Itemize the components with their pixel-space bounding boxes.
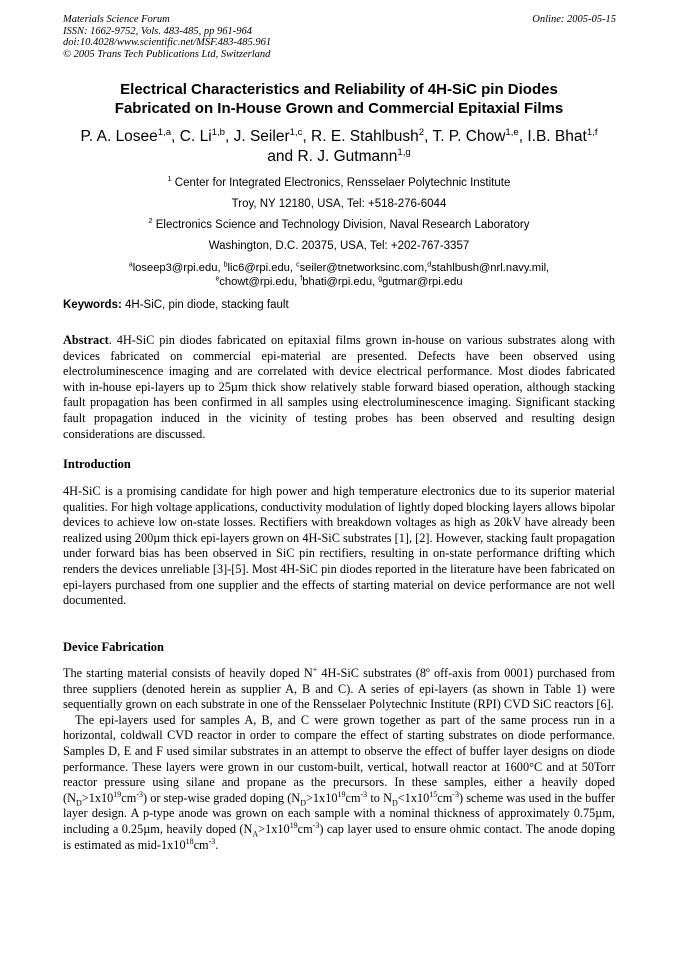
email-mark: b (223, 261, 228, 269)
text-run: cm (297, 821, 313, 836)
author-affil-mark: 1,b (211, 126, 225, 138)
online-date-text: Online: 2005-05-15 (532, 14, 616, 25)
text-run: cm (193, 837, 209, 852)
email-link[interactable]: gutmar@rpi.edu (382, 275, 463, 288)
author-affil-mark: 1,e (505, 126, 519, 138)
author-affil-mark: 1,a (157, 126, 172, 138)
text-run: 4H-SiC substrates (8º off-axis from 0001) purchased from three suppliers (denoted herein as supplier A, B and C). A series of epi-layers (as shown in Table 1) were sequentially grown on each substrate in one of the Rensselaer Polytechnic Institute (RPI) CVD SiC reactors [6]. (63, 666, 616, 712)
abstract (63, 333, 615, 442)
title-line-2: Fabricated on In-House Grown and Commercial Epitaxial Films (114, 100, 564, 117)
email-link[interactable]: stahlbush@nrl.navy.mil, (431, 262, 550, 274)
affil-name: Electronics Science and Technology Division, Naval Research Laboratory (155, 219, 530, 231)
fabrication-heading: Device Fabrication (63, 640, 165, 654)
paper-title (40, 80, 638, 118)
text-run: The epi-layers used for samples A, B, and C were grown together as part of the same process run in a horizontal, coldwall CVD reactor in order to compare the effect of starting substrates on diode performance. Samples D, E and F used similar substrates in an attempt to observe the effect of buffer layer designs on diode performance. These layers were grown in our custom-built, vertical, hotwall reactor at 1600°C and at 50Torr reactor pressure using silane and propane as the precursors. In these samples, either a heavily doped (N (63, 712, 615, 805)
author-name: I.B. Bhat (527, 128, 587, 145)
author-list (30, 127, 648, 166)
email-list (40, 262, 638, 289)
email-mark: g (378, 274, 383, 282)
superscript: -3 (360, 789, 368, 799)
superscript: 18 (185, 836, 194, 846)
email-link[interactable]: chowt@rpi.edu, (219, 275, 298, 288)
email-mark: c (296, 261, 300, 269)
text-run: >1x10 (81, 790, 114, 805)
abstract-label: Abstract (63, 333, 109, 347)
subscript: D (391, 798, 398, 808)
superscript: + (312, 664, 318, 674)
subscript: A (252, 829, 259, 839)
subscript: D (75, 798, 82, 808)
email-link[interactable]: bhati@rpi.edu, (302, 275, 376, 288)
author-name: R. J. Gutmann (297, 147, 398, 165)
text-run: ) scheme was used in the buffer layer design. A p-type anode was grown on each sample with a nominal thickness of approximately 0.75µm, including a 0.25µm, heavily doped (N (63, 790, 615, 836)
author-name: T. P. Chow (432, 128, 506, 145)
text-run: cm (345, 790, 361, 805)
superscript: 19 (289, 820, 298, 830)
superscript: 15 (429, 789, 438, 799)
subscript: D (300, 798, 306, 808)
affil-address: Troy, NY 12180, USA, Tel: +518-276-6044 (231, 198, 447, 210)
online-date (532, 14, 616, 26)
affil-number: 2 (148, 217, 153, 226)
email-link[interactable]: seiler@tnetworksinc.com, (299, 262, 428, 274)
copyright-line: © 2005 Trans Tech Publications Ltd, Switzerland (63, 48, 271, 60)
email-mark: e (215, 274, 220, 282)
issn-line: ISSN: 1662-9752, Vols. 483-485, pp 961-964 (63, 25, 252, 37)
author-conjunction: and (267, 147, 294, 165)
superscript: -3 (312, 820, 320, 830)
affiliation-1 (40, 176, 638, 211)
affiliation-2 (40, 218, 638, 253)
keywords-text: 4H-SiC, pin diode, stacking fault (125, 299, 289, 311)
superscript: -3 (208, 836, 216, 846)
fabrication-paragraph-2 (63, 713, 615, 853)
email-mark: f (300, 274, 303, 282)
introduction-body (63, 484, 615, 609)
authors-line-2 (30, 147, 648, 167)
introduction-heading: Introduction (63, 457, 131, 471)
superscript: 19 (113, 789, 122, 799)
affil-name: Center for Integrated Electronics, Rensselaer Polytechnic Institute (174, 177, 511, 189)
journal-name: Materials Science Forum (63, 14, 170, 25)
email-mark: d (427, 261, 432, 269)
fabrication-paragraph-1 (63, 666, 615, 713)
author-name: J. Seiler (233, 128, 290, 145)
keywords (63, 298, 623, 312)
authors-line-1: P. A. Losee$^{1,a}$, C. Li$^{1,b}$, J. Seiler$^{1,c}$, R. E. Stahlbush$^2$, T. P. Chow$^{1,e}$, I.B. Bhat$^{1,f}$ (80, 126, 598, 145)
text-run: . (215, 837, 219, 852)
superscript: -3 (136, 789, 143, 799)
author-name: R. E. Stahlbush (311, 128, 419, 145)
keywords-label: Keywords: (63, 299, 122, 311)
affil-address: Washington, D.C. 20375, USA, Tel: +202-767-3357 (208, 240, 470, 252)
title-line-1: Electrical Characteristics and Reliability of 4H-SiC pin Diodes (120, 81, 558, 98)
author-affil-mark: 1,c (289, 126, 303, 138)
email-mark: a (128, 261, 133, 269)
superscript: 19 (337, 789, 346, 799)
introduction-text: 4H-SiC is a promising candidate for high power and high temperature electronics due to its superior material qualities. For high voltage applications, conductivity modulation of lightly doped blocking layers allows bipolar devices to achieve low on-state losses. Rectifiers with breakdown voltages as high as 20kV have already been realized using 200µm thick epi-layers grown on 4H-SiC substrates [1], [2]. However, stacking fault propagation under forward bias has been observed in SiC pin rectifiers, resulting in on-state performance drifting which renders the devices unreliable [3]-[5]. Most 4H-SiC pin diodes reported in the literature have been fabricated on epi-layers purchased from one supplier and the effects of starting material on device performance are not well documented. (63, 484, 615, 608)
text-run: ) or step-wise graded doping (N (142, 790, 301, 805)
author-name: P. A. Losee (80, 128, 158, 145)
text-run: cm (437, 790, 453, 805)
author-affil-mark: 1,g (397, 146, 411, 158)
text-run: ) cap layer used to ensure ohmic contact. The anode doping is estimated as mid-1x10 (63, 821, 616, 852)
journal-header (63, 14, 271, 60)
text-run: >1x10 (258, 821, 290, 836)
author-name: C. Li (179, 128, 212, 145)
affil-number: 1 (167, 175, 172, 184)
text-run: >1x10 (305, 790, 338, 805)
superscript: -3 (452, 789, 459, 799)
text-run: The starting material consists of heavily doped N (63, 666, 313, 680)
abstract-text: . 4H-SiC pin diodes fabricated on epitaxial films grown in-house on various substrates along with devices fabricated on commercial epi-material are presented. Defects have been observed using electroluminescence imaging and are correlated with device electrical performance. Most diodes fabricated with in-house epi-layers up to 25µm thick show relatively stable forward biased operation, although stacking fault propagation has been confirmed in all samples using electroluminescence imaging. Significant stacking fault propagation induced in the vicinity of testing probes has been observed and resulting design considerations are discussed. (63, 333, 615, 441)
fabrication-body (63, 666, 615, 853)
author-affil-mark: 1,f (586, 126, 598, 138)
doi-line[interactable]: doi:10.4028/www.scientific.net/MSF.483-485.961 (63, 37, 272, 48)
email-link[interactable]: lic6@rpi.edu, (227, 262, 293, 274)
author-affil-mark: 2 (418, 126, 425, 138)
text-run: cm (121, 790, 137, 805)
email-link[interactable]: loseep3@rpi.edu, (132, 262, 221, 274)
text-run: <1x10 (397, 790, 430, 805)
text-run: to N (367, 790, 392, 805)
